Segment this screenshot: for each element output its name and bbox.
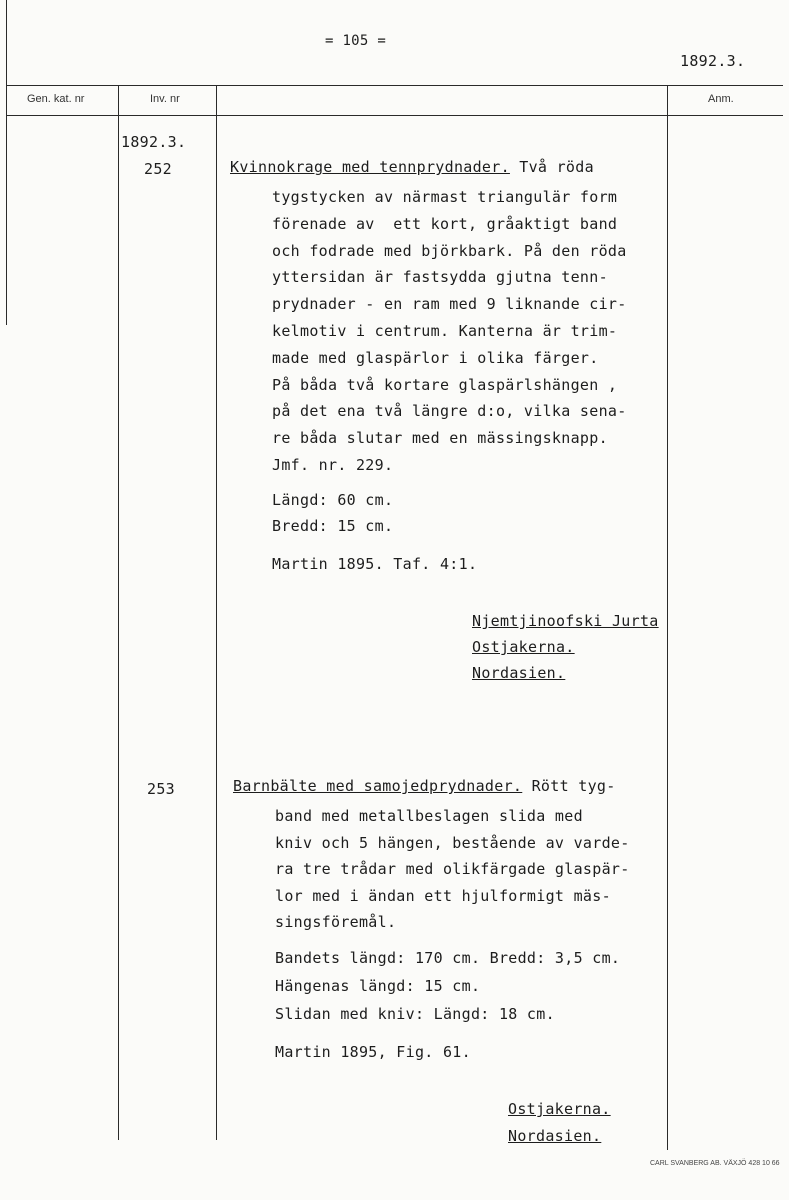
left-border-line xyxy=(6,0,7,325)
entry-origin xyxy=(472,608,659,686)
entry-reference: Martin 1895, Fig. 61. xyxy=(275,1043,471,1061)
entry-first-line-rest: Rött tyg- xyxy=(522,777,616,795)
page-number: = 105 = xyxy=(325,33,387,49)
origin-line: Ostjakerna. xyxy=(472,638,575,656)
entry-reference: Martin 1895. Taf. 4:1. xyxy=(272,555,478,573)
description-line: kelmotiv i centrum. Kanterna är trim- xyxy=(272,321,618,340)
entry-description xyxy=(272,184,627,479)
description-line: ra tre trådar med olikfärgade glaspär- xyxy=(275,860,630,878)
description-line: re båda slutar med en mässingsknapp. xyxy=(272,429,608,448)
description-line: tygstycken av närmast triangulär form xyxy=(272,188,618,206)
entry-title: Kvinnokrage med tennprydnader. xyxy=(230,158,510,176)
entry-first-line xyxy=(233,777,616,795)
header-anm: Anm. xyxy=(708,93,734,105)
measure-line: Slidan med kniv: Längd: 18 cm. xyxy=(275,1005,555,1023)
origin-line: Njemtjinoofski Jurta xyxy=(472,612,659,630)
origin-line: Nordasien. xyxy=(508,1127,602,1145)
entry-origin xyxy=(508,1096,611,1150)
entry-measures xyxy=(272,487,393,539)
description-line: och fodrade med björkbark. På den röda xyxy=(272,241,627,260)
anm-column-divider xyxy=(667,85,668,1150)
measure-line: Bandets längd: 170 cm. Bredd: 3,5 cm. xyxy=(275,949,621,967)
entry-measures xyxy=(275,944,620,1028)
description-line: yttersidan är fastsydda gjutna tenn- xyxy=(272,268,608,287)
measure-line: Bredd: 15 cm. xyxy=(272,517,394,535)
entry-first-line-rest: Två röda xyxy=(509,158,594,176)
inv-column-divider xyxy=(118,85,119,1140)
margin-inventory-number: 1892.3. xyxy=(121,133,187,151)
origin-line: Ostjakerna. xyxy=(508,1100,611,1118)
entry-title: Barnbälte med samojedprydnader. xyxy=(233,777,523,795)
description-line: made med glaspärlor i olika färger. xyxy=(272,348,599,367)
measure-line: Längd: 60 cm. xyxy=(272,491,394,509)
description-line: på det ena två längre d:o, vilka sena- xyxy=(272,402,627,421)
top-right-inventory-number: 1892.3. xyxy=(680,52,746,70)
header-inv-nr: Inv. nr xyxy=(150,93,180,105)
entry-number: 253 xyxy=(147,780,175,798)
entry-first-line xyxy=(230,158,594,176)
entry-description xyxy=(275,803,630,936)
description-line: lor med i ändan ett hjulformigt mäs- xyxy=(275,886,611,905)
description-line: Jmf. nr. 229. xyxy=(272,455,394,474)
header-gen-kat: Gen. kat. nr xyxy=(27,93,85,105)
entry-number: 252 xyxy=(144,160,172,178)
origin-line: Nordasien. xyxy=(472,664,566,682)
text-column-divider xyxy=(216,85,217,1140)
description-line: förenade av ett kort, gråaktigt band xyxy=(272,214,618,233)
measure-line: Hängenas längd: 15 cm. xyxy=(275,977,481,995)
description-line: singsföremål. xyxy=(275,913,397,931)
description-line: På båda två kortare glaspärlshängen , xyxy=(272,375,618,394)
description-line: kniv och 5 hängen, bestående av varde- xyxy=(275,833,630,852)
description-line: band med metallbeslagen slida med xyxy=(275,807,583,825)
printer-imprint: CARL SVANBERG AB. VÄXJÖ 428 10 66 xyxy=(650,1160,780,1167)
description-line: prydnader - en ram med 9 liknande cir- xyxy=(272,295,627,314)
